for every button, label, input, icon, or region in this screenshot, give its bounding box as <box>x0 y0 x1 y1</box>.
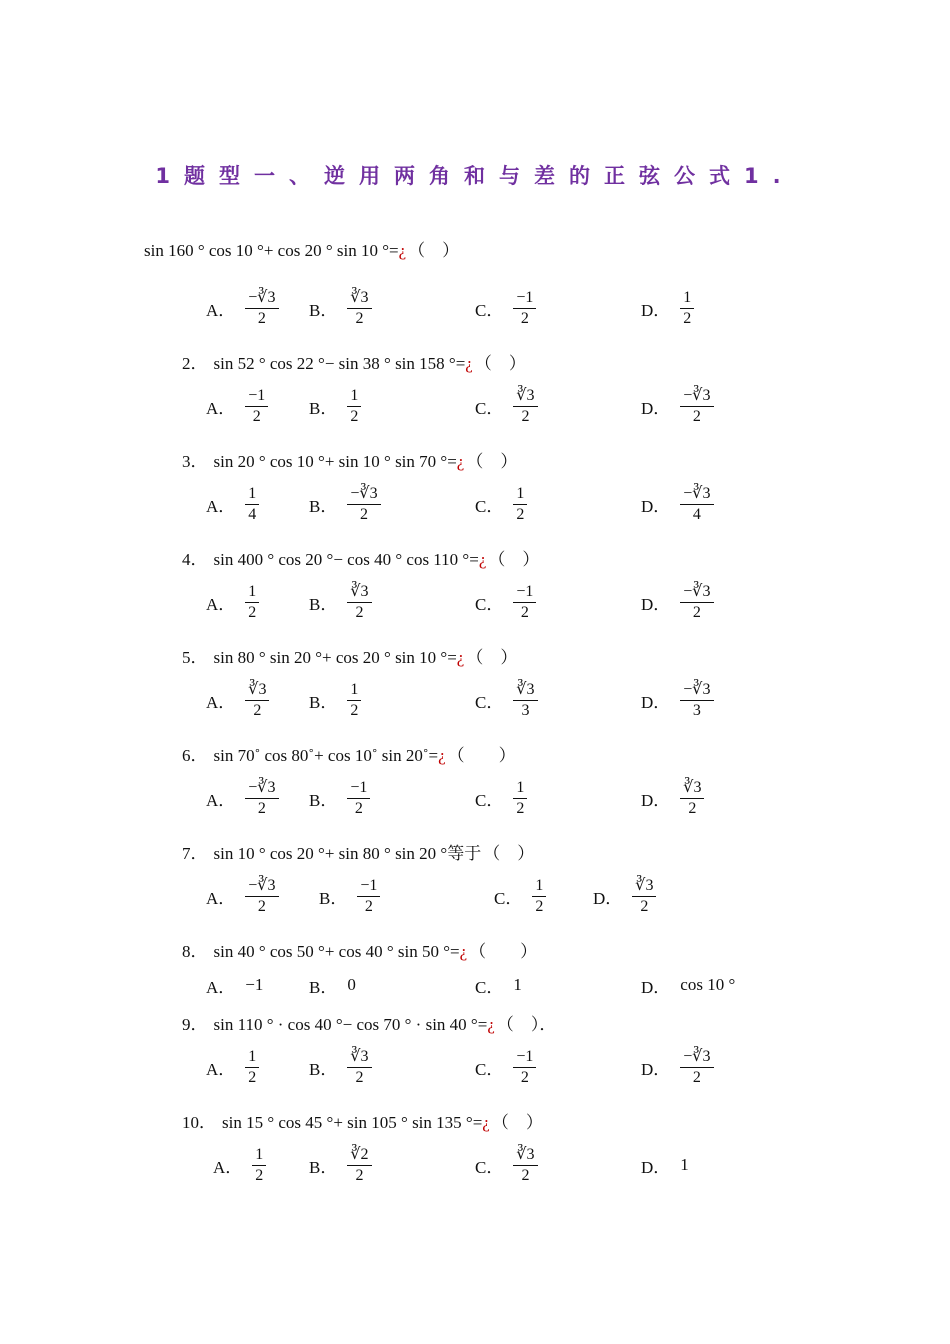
fraction-denominator: 2 <box>692 603 701 621</box>
option-d[interactable] <box>593 873 656 919</box>
option-label: A． <box>206 300 236 320</box>
option-d[interactable] <box>641 677 714 723</box>
question-number: 4． <box>182 550 208 569</box>
fraction-denominator: 2 <box>520 1068 529 1086</box>
option-value: 1 <box>513 975 522 994</box>
fraction <box>513 288 536 329</box>
fraction <box>513 1047 536 1088</box>
fraction-denominator: 2 <box>255 1166 264 1184</box>
fraction-numerator: −1 <box>357 876 380 897</box>
option-b[interactable] <box>309 1142 372 1188</box>
fraction <box>680 1047 713 1088</box>
fraction-numerator: −∛3 <box>680 386 713 407</box>
option-label: C． <box>475 398 504 418</box>
fraction <box>245 680 269 721</box>
option-c[interactable] <box>475 481 527 527</box>
fraction-denominator: 2 <box>252 407 261 425</box>
fraction-numerator: ∛2 <box>347 1145 371 1166</box>
option-label: D． <box>641 496 671 516</box>
garbled-character: ¿ <box>478 550 487 569</box>
fraction-denominator: 2 <box>683 309 692 327</box>
fraction-denominator: 2 <box>253 701 262 719</box>
fraction <box>680 778 704 819</box>
question-expression: sin 160 ° cos 10 °+ cos 20 ° sin 10 °= <box>144 241 399 260</box>
question-number: 9． <box>182 1015 208 1034</box>
question-10 <box>182 1108 543 1133</box>
fraction <box>513 484 527 525</box>
fraction-numerator: 1 <box>347 386 361 407</box>
option-c[interactable] <box>494 873 546 919</box>
option-label: A． <box>206 496 236 516</box>
option-b[interactable] <box>309 677 361 723</box>
fraction <box>347 386 361 427</box>
question-expression: sin 20 ° cos 10 °+ sin 10 ° sin 70 °= <box>213 452 457 471</box>
page-title: 1题型一、逆用两角和与差的正弦公式1. <box>155 164 795 188</box>
option-b[interactable] <box>309 579 372 625</box>
question-expression: sin 110 ° · cos 40 °− cos 70 ° · sin 40 °= <box>213 1015 488 1034</box>
option-b[interactable] <box>309 285 372 331</box>
options-row <box>0 873 950 919</box>
fraction-numerator: −∛3 <box>245 876 278 897</box>
garbled-character: ¿ <box>456 648 465 667</box>
question-expression: sin 10 ° cos 20 °+ sin 80 ° sin 20 °等于 <box>213 844 482 863</box>
fraction-numerator: ∛3 <box>245 680 269 701</box>
answer-blank: （ ） <box>447 746 516 765</box>
fraction <box>245 484 259 525</box>
question-7 <box>182 839 534 864</box>
fraction <box>357 876 380 917</box>
fraction <box>513 386 537 427</box>
fraction-denominator: 2 <box>516 505 525 523</box>
option-a[interactable] <box>206 1044 259 1090</box>
answer-blank: （ ） <box>469 942 538 961</box>
fraction <box>347 288 371 329</box>
option-a[interactable] <box>206 383 268 429</box>
option-a[interactable] <box>206 579 259 625</box>
fraction-denominator: 2 <box>355 1068 364 1086</box>
answer-blank: （ ） <box>488 550 540 569</box>
fraction-denominator: 2 <box>350 701 359 719</box>
option-label: A． <box>206 692 236 712</box>
fraction-numerator: −∛3 <box>680 484 713 505</box>
fraction-denominator: 2 <box>248 1068 257 1086</box>
fraction <box>347 484 380 525</box>
garbled-character: ¿ <box>459 942 468 961</box>
fraction-numerator: ∛3 <box>513 680 537 701</box>
fraction-numerator: −1 <box>513 582 536 603</box>
fraction-denominator: 2 <box>257 309 266 327</box>
garbled-character: ¿ <box>456 452 465 471</box>
question-number: 6． <box>182 746 208 765</box>
option-d[interactable] <box>641 775 704 821</box>
fraction-denominator: 2 <box>520 603 529 621</box>
fraction-denominator: 2 <box>354 799 363 817</box>
question-number: 5． <box>182 648 208 667</box>
fraction-denominator: 2 <box>521 407 530 425</box>
options-row <box>0 579 950 625</box>
option-c[interactable] <box>475 677 538 723</box>
fraction-numerator: 1 <box>513 484 527 505</box>
option-a[interactable] <box>206 873 279 919</box>
fraction-denominator: 4 <box>248 505 257 523</box>
options-row <box>0 481 950 527</box>
fraction <box>513 582 536 623</box>
option-a[interactable] <box>206 677 269 723</box>
fraction-denominator: 2 <box>355 1166 364 1184</box>
question-expression: sin 40 ° cos 50 °+ cos 40 ° sin 50 °= <box>213 942 460 961</box>
option-label: C． <box>475 1059 504 1079</box>
option-a[interactable] <box>206 481 259 527</box>
option-d[interactable] <box>641 1044 714 1090</box>
fraction-numerator: ∛3 <box>680 778 704 799</box>
garbled-character: ¿ <box>398 241 407 260</box>
fraction-numerator: ∛3 <box>347 1047 371 1068</box>
fraction <box>245 778 278 819</box>
option-c[interactable] <box>475 1044 536 1090</box>
option-label: C． <box>475 790 504 810</box>
fraction-numerator: −∛3 <box>245 778 278 799</box>
option-b[interactable] <box>309 383 361 429</box>
question-number: 10． <box>182 1113 216 1132</box>
garbled-character: ¿ <box>482 1113 490 1132</box>
fraction <box>347 582 371 623</box>
fraction-numerator: ∛3 <box>513 1145 537 1166</box>
fraction <box>347 1047 371 1088</box>
option-label: B． <box>309 1157 338 1177</box>
option-d[interactable] <box>641 1142 689 1188</box>
question-6 <box>182 741 516 766</box>
options-row <box>0 775 950 821</box>
fraction-numerator: 1 <box>245 1047 259 1068</box>
option-label: C． <box>475 496 504 516</box>
option-label: A． <box>206 888 236 908</box>
question-number: 8． <box>182 942 208 961</box>
fraction <box>513 778 527 819</box>
option-label: D． <box>641 594 671 614</box>
option-a[interactable] <box>206 775 279 821</box>
option-label: B． <box>309 398 338 418</box>
option-value: −1 <box>245 975 264 994</box>
option-label: B． <box>309 300 338 320</box>
fraction-denominator: 3 <box>692 701 701 719</box>
option-d[interactable] <box>641 383 714 429</box>
answer-blank: （ ） <box>466 648 518 667</box>
option-label: A． <box>206 1059 236 1079</box>
option-label: B． <box>319 888 348 908</box>
option-label: A． <box>206 398 236 418</box>
option-label: D． <box>641 1059 671 1079</box>
option-c[interactable] <box>475 285 536 331</box>
option-label: A． <box>206 790 236 810</box>
fraction <box>245 386 268 427</box>
fraction-numerator: 1 <box>513 778 527 799</box>
options-row <box>0 1142 950 1188</box>
fraction-denominator: 2 <box>640 897 649 915</box>
fraction-numerator: 1 <box>245 582 259 603</box>
option-label: D． <box>593 888 623 908</box>
garbled-character: ¿ <box>438 746 446 765</box>
fraction-denominator: 2 <box>535 897 544 915</box>
option-b[interactable] <box>309 775 370 821</box>
garbled-character: ¿ <box>487 1015 495 1034</box>
option-label: A． <box>206 977 236 997</box>
fraction <box>680 582 713 623</box>
option-c[interactable] <box>475 962 522 1008</box>
fraction-denominator: 2 <box>688 799 697 817</box>
fraction-denominator: 2 <box>516 799 525 817</box>
option-value: 0 <box>347 975 356 994</box>
option-b[interactable] <box>319 873 380 919</box>
fraction-numerator: −∛3 <box>245 288 278 309</box>
option-label: D． <box>641 398 671 418</box>
option-label: D． <box>641 692 671 712</box>
fraction <box>680 680 713 721</box>
question-4 <box>182 545 539 570</box>
answer-blank: （ ） <box>466 452 518 471</box>
question-2 <box>182 349 526 374</box>
question-number: 7． <box>182 844 208 863</box>
option-label: B． <box>309 496 338 516</box>
fraction-denominator: 2 <box>520 309 529 327</box>
question-1 <box>144 236 459 261</box>
answer-blank: （ ）． <box>496 1015 557 1034</box>
answer-blank: （ ） <box>474 354 526 373</box>
options-row <box>0 962 950 1008</box>
answer-blank: （ ） <box>491 1113 543 1132</box>
option-label: C． <box>475 692 504 712</box>
question-expression: sin 52 ° cos 22 °− sin 38 ° sin 158 °= <box>213 354 466 373</box>
options-row <box>0 285 950 331</box>
option-d[interactable] <box>641 579 714 625</box>
fraction-denominator: 2 <box>355 603 364 621</box>
question-expression: sin 15 ° cos 45 °+ sin 105 ° sin 135 °= <box>222 1113 483 1132</box>
fraction <box>680 288 694 329</box>
question-expression: sin 80 ° sin 20 °+ cos 20 ° sin 10 °= <box>213 648 457 667</box>
fraction-numerator: −1 <box>245 386 268 407</box>
option-label: B． <box>309 692 338 712</box>
fraction-numerator: ∛3 <box>347 288 371 309</box>
fraction-numerator: −∛3 <box>347 484 380 505</box>
options-row <box>0 383 950 429</box>
fraction-numerator: −1 <box>513 288 536 309</box>
fraction <box>252 1145 266 1186</box>
fraction-denominator: 2 <box>692 1068 701 1086</box>
answer-blank: （ ） <box>408 241 460 260</box>
fraction-numerator: 1 <box>245 484 259 505</box>
option-d[interactable] <box>641 285 694 331</box>
fraction <box>532 876 546 917</box>
fraction <box>347 680 361 721</box>
fraction-numerator: −1 <box>347 778 370 799</box>
question-number: 2． <box>182 354 208 373</box>
fraction-numerator: 1 <box>252 1145 266 1166</box>
option-label: C． <box>475 1157 504 1177</box>
option-c[interactable] <box>475 383 538 429</box>
fraction-numerator: −∛3 <box>680 680 713 701</box>
option-value: 1 <box>680 1155 689 1174</box>
fraction-numerator: ∛3 <box>513 386 537 407</box>
option-b[interactable] <box>309 481 381 527</box>
option-c[interactable] <box>475 1142 538 1188</box>
fraction <box>513 680 537 721</box>
fraction-denominator: 2 <box>257 799 266 817</box>
option-c[interactable] <box>475 775 527 821</box>
option-a[interactable] <box>213 1142 266 1188</box>
option-label: D． <box>641 977 671 997</box>
option-c[interactable] <box>475 579 536 625</box>
fraction-denominator: 2 <box>248 603 257 621</box>
fraction-denominator: 3 <box>521 701 530 719</box>
option-label: B． <box>309 977 338 997</box>
fraction-denominator: 2 <box>521 1166 530 1184</box>
fraction <box>245 1047 259 1088</box>
fraction-denominator: 2 <box>364 897 373 915</box>
fraction <box>245 582 259 623</box>
option-label: D． <box>641 300 671 320</box>
fraction <box>680 484 713 525</box>
option-label: C． <box>475 594 504 614</box>
fraction-denominator: 2 <box>692 407 701 425</box>
question-3 <box>182 447 517 472</box>
fraction-denominator: 2 <box>355 309 364 327</box>
fraction <box>632 876 656 917</box>
fraction-denominator: 2 <box>350 407 359 425</box>
options-row <box>0 677 950 723</box>
option-a[interactable] <box>206 285 279 331</box>
fraction-numerator: −1 <box>513 1047 536 1068</box>
fraction-denominator: 2 <box>257 897 266 915</box>
fraction-numerator: −∛3 <box>680 582 713 603</box>
question-number: 3． <box>182 452 208 471</box>
fraction <box>513 1145 537 1186</box>
options-row <box>0 1044 950 1090</box>
fraction <box>347 778 370 819</box>
fraction <box>680 386 713 427</box>
option-label: A． <box>213 1157 243 1177</box>
option-label: B． <box>309 790 338 810</box>
question-8 <box>182 937 537 962</box>
garbled-character: ¿ <box>465 354 473 373</box>
option-label: C． <box>475 977 504 997</box>
fraction <box>347 1145 371 1186</box>
fraction-numerator: 1 <box>680 288 694 309</box>
fraction-numerator: −∛3 <box>680 1047 713 1068</box>
option-d[interactable] <box>641 481 714 527</box>
question-expression: sin 70˚ cos 80˚+ cos 10˚ sin 20˚= <box>213 746 439 765</box>
option-label: A． <box>206 594 236 614</box>
question-5 <box>182 643 517 668</box>
option-b[interactable] <box>309 1044 372 1090</box>
option-label: B． <box>309 594 338 614</box>
option-label: D． <box>641 1157 671 1177</box>
fraction <box>245 288 278 329</box>
question-expression: sin 400 ° cos 20 °− cos 40 ° cos 110 °= <box>213 550 479 569</box>
fraction-numerator: ∛3 <box>632 876 656 897</box>
fraction-denominator: 2 <box>359 505 368 523</box>
option-a[interactable] <box>206 962 263 1008</box>
fraction-numerator: 1 <box>532 876 546 897</box>
fraction-numerator: ∛3 <box>347 582 371 603</box>
option-label: B． <box>309 1059 338 1079</box>
fraction-numerator: 1 <box>347 680 361 701</box>
option-label: C． <box>475 300 504 320</box>
fraction <box>245 876 278 917</box>
option-value: cos 10 ° <box>680 975 736 994</box>
fraction-denominator: 4 <box>692 505 701 523</box>
answer-blank: （ ） <box>483 844 535 863</box>
option-b[interactable] <box>309 962 356 1008</box>
option-d[interactable] <box>641 962 735 1008</box>
option-label: C． <box>494 888 523 908</box>
question-9 <box>182 1010 556 1035</box>
option-label: D． <box>641 790 671 810</box>
